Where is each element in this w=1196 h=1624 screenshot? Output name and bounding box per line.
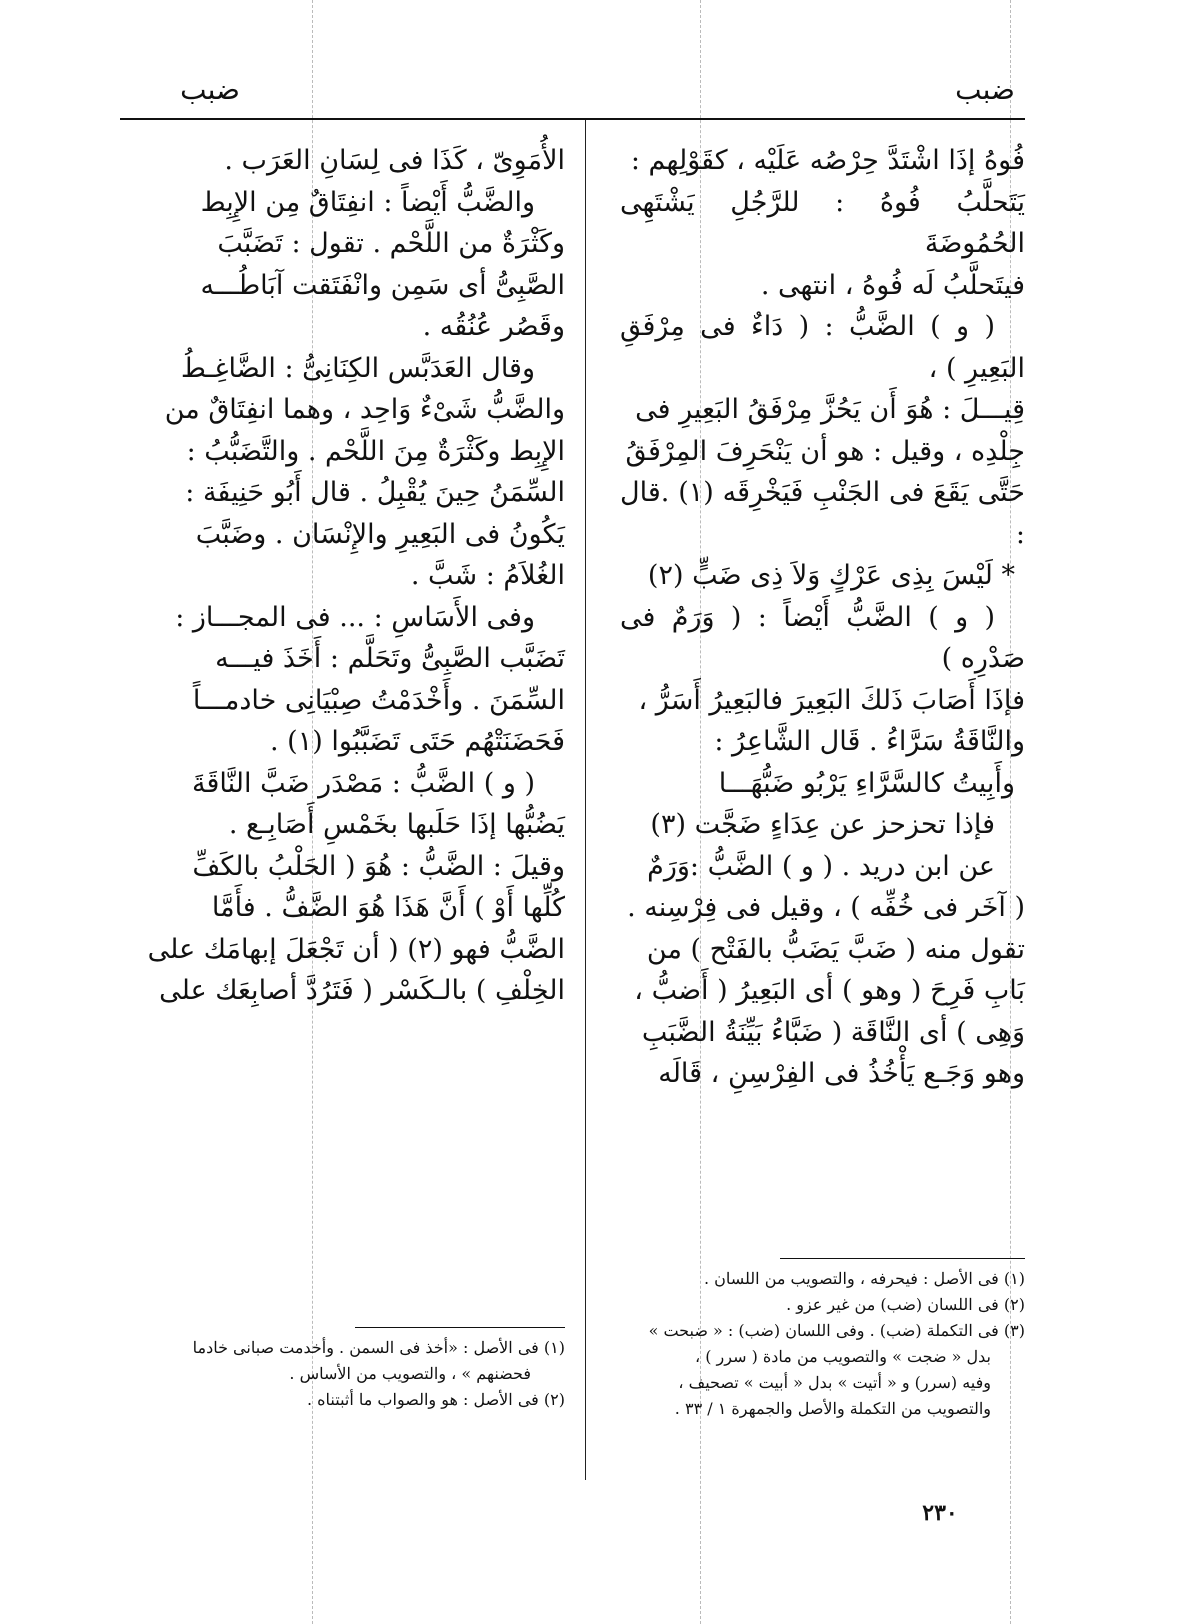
text-line: فُوهُ إذَا اشْتَدَّ حِرْصُه عَلَيْه ، كقَوْلِهم : (630, 145, 1025, 176)
header-rule (120, 118, 1025, 120)
verse-line: وأَبِيتُ كالسَّرَّاءِ يَرْبُو ضَبُّهَـــا (718, 767, 1015, 799)
text-line: الإِبِط وكَثْرَةٌ مِنَ اللَّحْم . والتَّضَبُّبُ : (186, 435, 565, 467)
text-line: الأُمَوِىّ ، كَذَا فى لِسَانِ العَرَب . (224, 145, 565, 176)
text-line: وقَصُر عُنُقُه . (422, 311, 565, 342)
text-line: وكَثْرَةٌ من اللَّحْم . تقول : تَضَبَّبَ (217, 228, 565, 259)
text-line: عن ابن دريد . ( و ) الضَّبُّ :وَرَمٌ (647, 850, 995, 882)
footnote: بدل « ضجت » والتصويب من مادة ( سرر ) ، (694, 1347, 991, 1366)
text-line: ( و ) الضَّبُّ أَيْضاً : ( وَرَمٌ فى صَدْرِه ) (620, 601, 1025, 674)
verse-line: * لَيْسَ بِذِى عَرْكٍ وَلاَ ذِى ضَبٍّ (٢) (647, 560, 1015, 591)
text-line: يَتَحلَّبُ فُوهُ : للرَّجُلِ يَشْتَهِى الحُمُوضَةَ (620, 186, 1025, 259)
text-line: يَضُبُّها إذَا حَلَبها بخَمْسِ أَصَابِـع . (228, 809, 565, 840)
text-line: كُلِّها أَوْ ) أَنَّ هَذَا هُوَ الضَّفُّ . فأَمَّا (211, 892, 565, 923)
text-line: بَابِ فَرِحَ ( وهو ) أى البَعِيرُ ( أَضبُّ ، (634, 975, 1025, 1006)
text-line: ( آخَر فى خُفِّه ) ، وقيل فى فِرْسِنه . (627, 892, 1025, 923)
text-line: وهو وَجَـع يَأْخُذُ فى الفِرْسِنِ ، قَالَه (658, 1058, 1025, 1089)
text-line: الغُلاَمُ : شَبَّ . (410, 560, 565, 591)
text-line: وقال العَدَبَّس الكِنَانِىُّ : الضَّاغِـطُ (180, 352, 535, 384)
text-line: وَهِى ) أى النَّاقَة ( ضَبَّاءُ بَيِّنَةُ الضَّبَبِ (641, 1016, 1025, 1048)
footnote: (٢) فى اللسان (ضب) من غير عزو . (786, 1295, 1025, 1314)
text-line: والضَّبُّ شَىْءٌ وَاحِد ، وهما انفِتَاقٌ من (164, 394, 565, 425)
footnote-rule (355, 1327, 565, 1328)
text-line: تَضَبَّب الصَّبِىُّ وتَحَلَّم : أَخَذَ فيـــه (215, 643, 565, 674)
text-line: الخِلْفِ ) بالـكَسْر ( فَتَرُدَّ أصابِعَك على (159, 975, 565, 1006)
text-line: تقول منه ( ضَبَّ يَضَبُّ بالفَتْح ) من (646, 933, 1025, 965)
page-number: ٢٣٠ (922, 1500, 958, 1526)
footnote: (٢) فى الأصل : هو والصواب ما أثبتناه . (307, 1390, 565, 1409)
text-line: جِلْدِه ، وقيل : هو أن يَنْحَرِفَ المِرْفَقُ (625, 435, 1025, 467)
text-line: فيتَحلَّبُ لَه فُوهُ ، انتهى . (760, 269, 1025, 301)
text-line: والنَّاقَةُ سَرَّاءُ . قَال الشَّاعِرُ : (714, 726, 1025, 757)
footnote-rule (780, 1258, 1025, 1259)
column-divider (585, 120, 586, 1480)
footnote: (١) فى الأصل : فيحرفه ، والتصويب من اللسان . (703, 1269, 1025, 1288)
footnote: (٣) فى التكملة (ضب) . وفى اللسان (ضب) : « ضبحت » (648, 1321, 1025, 1340)
text-line: حَتَّى يَقَعَ فى الجَنْبِ فَيَخْرِقَه (١) .قال : (620, 477, 1025, 550)
text-line: وقيلَ : الضَّبُّ : هُوَ ( الحَلْبُ بالكَفِّ (192, 850, 565, 882)
footnote: (١) فى الأصل : «أخذ فى السمن . وأخدمت صبانى خادما (192, 1338, 565, 1357)
footnotes-right (620, 1266, 1025, 1422)
text-line: ( و ) الضَّبُّ : مَصْدَر ضَبَّ النَّاقَةَ (192, 767, 535, 799)
right-column-text (620, 140, 1025, 1095)
running-header-left: ضبب (180, 73, 240, 106)
running-header-right: ضبب (955, 73, 1015, 106)
text-line: يَكُونُ فى البَعِيرِ والإِنْسَان . وضَبَّبَ (195, 518, 565, 550)
footnotes-left (120, 1335, 565, 1413)
text-line: فَحَضَنَتْهُم حَتَى تَضَبَّبُوا (١) . (270, 726, 565, 757)
footnote: والتصويب من التكملة والأصل والجمهرة ١ / ٣٣ . (674, 1399, 991, 1418)
text-line: قِيـــلَ : هُوَ أَن يَحُزَّ مِرْفَقُ البَعِيرِ فى (635, 394, 1025, 425)
verse-line: فإذا تحزحز عن عِدَاءٍ ضَجَّت (٣) (650, 809, 995, 840)
text-line: وفى الأَسَاسِ : ... فى المجـــاز : (175, 601, 535, 633)
text-line: الضَّبُّ فهو (٢) ( أن تَجْعَلَ إبهامَك على (147, 933, 565, 965)
text-line: الصَّبِىُّ أى سَمِن وانْفَتَقت آبَاطُـــه (200, 269, 565, 301)
text-line: السِّمَنَ . وأَخْدَمْتُ صِبْيَانِى خادمـــاً (192, 684, 565, 716)
text-line: فإذَا أَصَابَ ذَلكَ البَعِيرَ فالبَعِيرُ أَسَرُّ ، (638, 684, 1025, 716)
text-line: ( و ) الضَّبُّ : ( دَاءٌ فى مِرْفَقِ البَعِيرِ ) ، (620, 311, 1025, 384)
text-line: السِّمَنُ حِينَ يُقْبِلُ . قال أَبُو حَنِيفَة : (185, 477, 565, 508)
footnote: فحضنهم » ، والتصويب من الأساس . (289, 1364, 531, 1383)
text-line: والضَّبُّ أَيْضاً : انفِتَاقٌ مِن الإِبِط (200, 186, 535, 218)
left-column-text (120, 140, 565, 1012)
footnote: وفيه (سرر) و « أتيت » بدل « أبيت » تصحيف ، (678, 1373, 991, 1392)
